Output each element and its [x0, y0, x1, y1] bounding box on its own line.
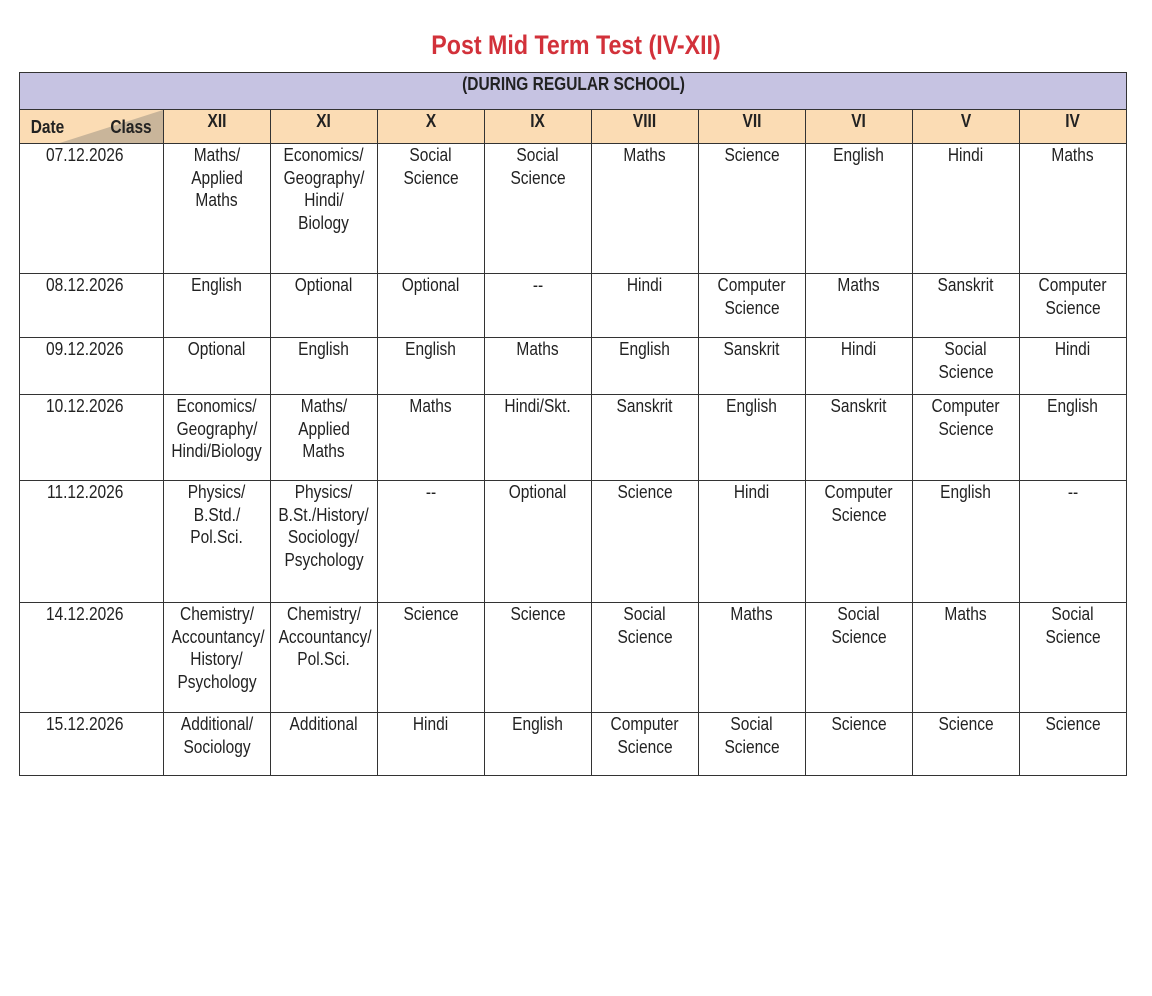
subject-text: Science — [1045, 297, 1101, 318]
subject-text: Maths — [944, 604, 988, 624]
subject-cell — [592, 713, 699, 776]
subject-cell — [806, 144, 913, 274]
subject-cell — [699, 338, 806, 395]
subject-text: Sanskrit — [617, 396, 673, 416]
subject-cell — [485, 481, 592, 603]
date-class-corner-cell — [20, 110, 164, 144]
subject-text: Computer — [1039, 275, 1107, 295]
class-header-label: V — [960, 111, 972, 131]
date-text: 15.12.2026 — [46, 714, 124, 734]
subject-text: Social — [730, 714, 774, 734]
subject-cell — [378, 481, 485, 603]
date-text: 09.12.2026 — [46, 339, 124, 359]
subject-text: Computer — [611, 714, 679, 734]
date-text: 10.12.2026 — [46, 396, 124, 416]
subject-text: English — [1047, 396, 1099, 416]
subject-cell — [485, 144, 592, 274]
exam-schedule-table — [19, 72, 1127, 776]
subject-text: Social — [944, 339, 988, 359]
subject-text: Geography/ — [283, 167, 365, 188]
class-header — [1020, 110, 1127, 144]
date-text: 14.12.2026 — [46, 604, 124, 624]
subject-text: English — [833, 145, 885, 165]
subject-text: Psychology — [177, 671, 257, 692]
subject-text: Hindi — [413, 714, 449, 734]
header-row — [20, 110, 1127, 144]
subject-text: Science — [938, 361, 994, 382]
subject-cell — [913, 274, 1020, 338]
date-text: 07.12.2026 — [46, 145, 124, 165]
subject-cell — [1020, 395, 1127, 481]
subject-text: Additional/ — [180, 714, 254, 734]
subject-text: Social — [837, 604, 881, 624]
subject-cell — [1020, 603, 1127, 713]
subject-text: Applied — [191, 167, 243, 188]
subject-cell — [592, 481, 699, 603]
subject-text: History/ — [190, 649, 244, 669]
class-header-label: X — [425, 111, 437, 131]
schedule-row — [20, 274, 1127, 338]
schedule-row — [20, 395, 1127, 481]
subject-text: Accountancy/ — [278, 626, 372, 647]
subject-cell — [806, 395, 913, 481]
class-header-label: XI — [316, 111, 332, 131]
subject-text: Maths — [516, 339, 560, 359]
subject-text: Physics/ — [295, 482, 353, 502]
subject-cell — [164, 144, 271, 274]
subject-text: Science — [617, 626, 673, 647]
class-header-label: VIII — [633, 111, 657, 131]
subject-text: Sociology/ — [288, 527, 360, 547]
subject-text: Applied — [298, 418, 350, 439]
subject-text: Additional — [290, 714, 358, 734]
subject-text: English — [298, 339, 350, 359]
subject-text: B.Std./ — [193, 504, 241, 525]
subject-text: Chemistry/ — [287, 604, 361, 624]
subject-text: Science — [1045, 714, 1101, 734]
class-header-label: VII — [742, 111, 762, 131]
class-header — [164, 110, 271, 144]
class-header-label: IX — [530, 111, 546, 131]
date-cell — [20, 338, 164, 395]
subject-text: Economics/ — [283, 145, 365, 165]
subject-text: Science — [617, 482, 673, 502]
page-title: Post Mid Term Test (IV-XII) — [431, 30, 721, 60]
subject-cell — [271, 144, 378, 274]
subject-cell — [592, 338, 699, 395]
subject-cell — [485, 274, 592, 338]
subject-cell — [378, 274, 485, 338]
class-header — [271, 110, 378, 144]
subject-text: Sanskrit — [938, 275, 994, 295]
class-header — [913, 110, 1020, 144]
subject-cell — [806, 274, 913, 338]
subject-text: Science — [724, 297, 780, 318]
subject-cell — [485, 603, 592, 713]
subject-cell — [485, 338, 592, 395]
subject-text: Hindi — [948, 145, 984, 165]
subject-text: English — [619, 339, 671, 359]
subject-text: Accountancy/ — [171, 626, 265, 647]
subject-text: Pol.Sci. — [297, 649, 351, 669]
subject-text: Computer — [932, 396, 1000, 416]
class-header-label: XII — [207, 111, 227, 131]
subject-cell — [592, 395, 699, 481]
subject-cell — [913, 481, 1020, 603]
subject-text: Optional — [188, 339, 246, 359]
subject-text: Science — [403, 167, 459, 188]
class-header — [592, 110, 699, 144]
subject-text: Hindi/ — [304, 190, 344, 210]
subject-text: Chemistry/ — [180, 604, 254, 624]
subject-cell — [164, 481, 271, 603]
subject-text: Hindi — [1055, 339, 1091, 359]
subject-text: Maths — [730, 604, 774, 624]
subject-cell — [271, 395, 378, 481]
subject-text: Maths — [302, 441, 346, 461]
class-header — [699, 110, 806, 144]
date-cell — [20, 713, 164, 776]
subject-cell — [806, 481, 913, 603]
subject-text: Maths/ — [193, 145, 241, 165]
subject-cell — [271, 603, 378, 713]
subject-cell — [913, 144, 1020, 274]
subject-cell — [271, 338, 378, 395]
subject-cell — [378, 395, 485, 481]
subject-text: Science — [831, 714, 887, 734]
date-cell — [20, 274, 164, 338]
subject-cell — [378, 338, 485, 395]
subject-text: -- — [532, 275, 544, 295]
subject-text: Science — [724, 736, 780, 757]
subject-text: English — [512, 714, 564, 734]
subject-text: Computer — [718, 275, 786, 295]
class-header-label: IV — [1065, 111, 1081, 131]
table-subtitle: (DURING REGULAR SCHOOL) — [20, 73, 1127, 110]
schedule-row — [20, 144, 1127, 274]
subject-text: Maths/ — [300, 396, 348, 416]
subject-cell — [913, 713, 1020, 776]
subject-text: English — [191, 275, 243, 295]
subject-text: Social — [623, 604, 667, 624]
subject-text: Maths — [195, 190, 239, 210]
subject-cell — [699, 274, 806, 338]
date-cell — [20, 603, 164, 713]
subject-cell — [164, 395, 271, 481]
subject-text: Psychology — [284, 549, 364, 570]
subject-cell — [699, 395, 806, 481]
subject-cell — [271, 713, 378, 776]
subject-text: Science — [510, 604, 566, 624]
class-header — [378, 110, 485, 144]
subject-cell — [271, 274, 378, 338]
subject-cell — [913, 338, 1020, 395]
subject-text: Biology — [298, 212, 350, 233]
subject-cell — [1020, 274, 1127, 338]
schedule-body — [20, 144, 1127, 776]
subject-text: Science — [617, 736, 673, 757]
subject-text: B.St./History/ — [278, 504, 370, 525]
subject-text: Science — [831, 504, 887, 525]
subject-text: Computer — [825, 482, 893, 502]
subject-text: Physics/ — [188, 482, 246, 502]
subject-cell — [1020, 713, 1127, 776]
subject-cell — [1020, 338, 1127, 395]
date-cell — [20, 144, 164, 274]
schedule-row — [20, 713, 1127, 776]
subject-text: Science — [403, 604, 459, 624]
subject-text: Science — [510, 167, 566, 188]
subject-text: Hindi — [841, 339, 877, 359]
subject-text: Science — [831, 626, 887, 647]
subject-text: Social — [516, 145, 560, 165]
subject-cell — [164, 603, 271, 713]
subject-cell — [699, 603, 806, 713]
subject-text: Science — [938, 714, 994, 734]
subject-cell — [913, 603, 1020, 713]
subject-text: Optional — [402, 275, 460, 295]
subject-text: Hindi/Skt. — [504, 396, 572, 416]
subject-text: Hindi/Biology — [171, 441, 263, 461]
subject-text: Science — [1045, 626, 1101, 647]
subject-text: Sanskrit — [724, 339, 780, 359]
subject-text: Optional — [295, 275, 353, 295]
date-text: 11.12.2026 — [47, 482, 124, 502]
subject-cell — [164, 274, 271, 338]
subject-cell — [913, 395, 1020, 481]
subject-text: English — [726, 396, 778, 416]
date-column-label: Date — [30, 117, 65, 137]
subject-cell — [378, 713, 485, 776]
subject-cell — [271, 481, 378, 603]
subject-text: Maths — [1051, 145, 1095, 165]
date-cell — [20, 481, 164, 603]
subject-text: English — [405, 339, 457, 359]
subject-text: English — [940, 482, 992, 502]
subject-text: Pol.Sci. — [190, 527, 244, 547]
subject-text: Maths — [409, 396, 453, 416]
class-column-label: Class — [110, 117, 152, 137]
subject-cell — [164, 713, 271, 776]
subject-cell — [1020, 481, 1127, 603]
class-header — [806, 110, 913, 144]
subject-text: Hindi — [627, 275, 663, 295]
subject-text: Economics/ — [176, 396, 258, 416]
subject-cell — [592, 144, 699, 274]
subject-cell — [485, 395, 592, 481]
subject-text: -- — [1067, 482, 1079, 502]
subject-cell — [164, 338, 271, 395]
class-header-label: VI — [851, 111, 867, 131]
subject-cell — [1020, 144, 1127, 274]
subject-text: Sociology — [183, 736, 251, 757]
subject-text: Optional — [509, 482, 567, 502]
class-header — [485, 110, 592, 144]
subject-text: Science — [724, 145, 780, 165]
subject-text: Maths — [623, 145, 667, 165]
subject-text: Science — [938, 418, 994, 439]
subject-cell — [378, 603, 485, 713]
date-cell — [20, 395, 164, 481]
subject-cell — [592, 274, 699, 338]
subject-cell — [699, 481, 806, 603]
schedule-row — [20, 603, 1127, 713]
subject-cell — [592, 603, 699, 713]
subject-cell — [485, 713, 592, 776]
date-text: 08.12.2026 — [46, 275, 124, 295]
subject-text: Maths — [837, 275, 881, 295]
schedule-row — [20, 338, 1127, 395]
subject-text: Social — [409, 145, 453, 165]
subtitle-row — [20, 73, 1127, 110]
subject-text: Social — [1051, 604, 1095, 624]
subject-text: Geography/ — [176, 418, 258, 439]
subject-cell — [806, 338, 913, 395]
subject-text: -- — [425, 482, 437, 502]
subject-text: Hindi — [734, 482, 770, 502]
schedule-row — [20, 481, 1127, 603]
subject-cell — [806, 713, 913, 776]
subject-cell — [699, 713, 806, 776]
subject-cell — [806, 603, 913, 713]
subject-text: Sanskrit — [831, 396, 887, 416]
subject-cell — [699, 144, 806, 274]
subject-cell — [378, 144, 485, 274]
